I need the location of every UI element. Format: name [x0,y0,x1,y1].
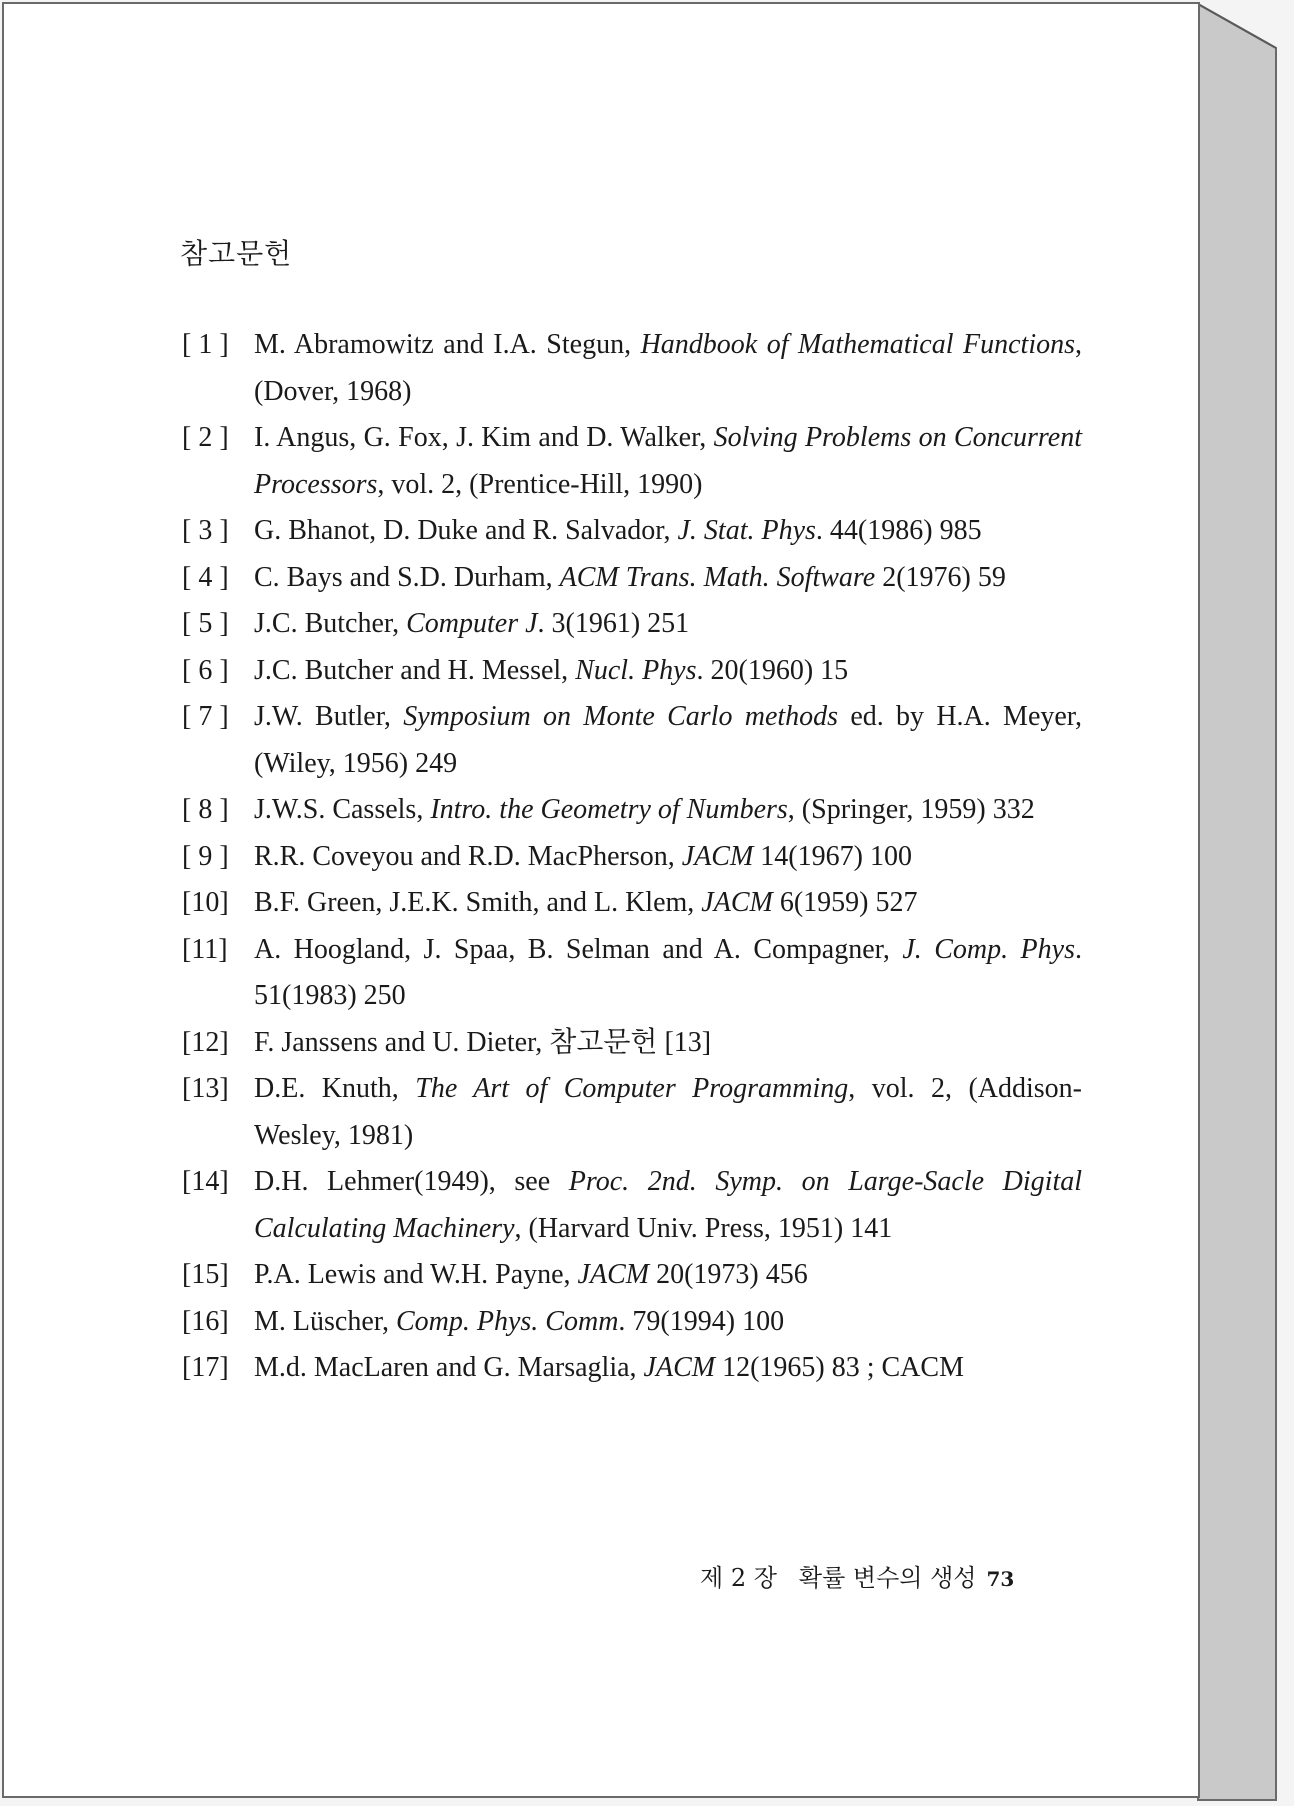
reference-number: [16] [182,1305,229,1337]
reference-detail: 20(1973) 456 [649,1259,808,1290]
reference-item [182,927,1082,1020]
reference-detail: 2(1976) 59 [875,561,1006,593]
reference-detail: , vol. 2, (Prentice-Hill, 1990) [377,468,703,500]
reference-title: JACM [701,887,773,918]
reference-title: ACM Trans. Math. Software [559,561,876,593]
reference-item [182,1345,1082,1392]
reference-detail: J.W. Butler, [254,701,404,732]
reference-detail: . 3(1961) 251 [537,608,690,639]
reference-item [182,322,1082,415]
reference-detail: M.d. MacLaren and G. Marsaglia, [254,1352,644,1383]
reference-detail: A. Hoogland, J. Spaa, B. Selman and A. Compagner, [254,933,903,965]
reference-number: [ 5 ] [182,608,229,639]
reference-text [254,1252,1082,1299]
reference-text [254,787,1082,834]
reference-text [254,415,1082,508]
reference-detail: 6(1959) 527 [772,887,918,918]
reference-title: JACM [577,1259,650,1290]
reference-item [182,1066,1082,1159]
reference-detail: I. Angus, G. Fox, J. Kim and D. Walker, [254,422,714,453]
reference-number: [ 2 ] [182,422,229,453]
reference-title: Handbook of Mathematical Functions [640,329,1075,360]
reference-title: Computer J [406,608,538,639]
reference-text [254,1159,1082,1252]
reference-text [254,1020,1082,1067]
reference-item [182,648,1082,695]
reference-detail: 12(1965) 83 ; CACM [715,1352,964,1383]
reference-item [182,415,1082,508]
reference-item [182,694,1082,787]
reference-detail: D.E. Knuth, [254,1073,416,1104]
reference-number: [ 6 ] [182,654,229,686]
reference-detail: G. Bhanot, D. Duke and R. Salvador, [254,515,678,546]
reference-detail: . 20(1960) 15 [696,654,849,686]
reference-number: [ 3 ] [182,515,229,546]
reference-detail: , vol. 2, (Addison-Wesley, 1981) [254,1073,1082,1151]
reference-detail: ed. by H.A. Meyer, (Wiley, 1956) 249 [254,701,1082,779]
reference-number: [10] [182,887,229,918]
reference-title: Intro. the Geometry of Numbers [430,794,788,825]
reference-item [182,1020,1082,1067]
reference-detail: F. Janssens and U. Dieter, 참고문헌 [13] [254,1026,712,1058]
reference-detail: . 51(1983) 250 [254,933,1082,1011]
reference-title: The Art of Computer Programming [415,1073,849,1104]
reference-text [254,694,1082,787]
reference-item [182,1299,1082,1346]
reference-text [254,880,1082,927]
page-footer [700,1558,1014,1593]
reference-number: [15] [182,1259,229,1290]
reference-number: [ 1 ] [182,329,229,360]
reference-title: JACM [643,1352,716,1383]
reference-text [254,601,1082,648]
reference-number: [12] [182,1026,229,1058]
reference-number: [13] [182,1073,229,1104]
reference-item [182,787,1082,834]
reference-text [254,1066,1082,1159]
reference-text [254,508,1082,555]
reference-list [182,322,1082,1392]
reference-item [182,555,1082,602]
reference-detail: R.R. Coveyou and R.D. MacPherson, [254,840,682,872]
reference-item [182,1159,1082,1252]
reference-number: [ 4 ] [182,561,229,593]
page-number: 73 [986,1567,1015,1591]
reference-title: Comp. Phys. Comm [395,1305,619,1337]
reference-detail: B.F. Green, J.E.K. Smith, and L. Klem, [254,887,702,918]
reference-detail: . 44(1986) 985 [815,515,982,546]
reference-number: [ 9 ] [182,840,229,872]
reference-number: [17] [182,1352,229,1383]
reference-number: [14] [182,1166,229,1197]
reference-detail: , (Harvard Univ. Press, 1951) 141 [514,1212,893,1244]
reference-number: [ 8 ] [182,794,229,825]
reference-number: [11] [182,933,228,965]
chapter-label: 제 2 장 [700,1564,777,1592]
reference-detail: . 79(1994) 100 [618,1305,785,1337]
reference-title: Proc. 2nd. Symp. on Large-Sacle Digital Calculating Machinery [254,1166,1082,1244]
reference-item [182,880,1082,927]
section-heading: 참고문헌 [180,237,293,270]
reference-number: [ 7 ] [182,701,229,732]
reference-detail: J.C. Butcher and H. Messel, [254,654,576,686]
reference-detail: D.H. Lehmer(1949), see [254,1166,569,1197]
reference-detail: M. Lüscher, [254,1305,396,1337]
reference-item [182,1252,1082,1299]
reference-detail: P.A. Lewis and W.H. Payne, [254,1259,578,1290]
reference-title: Nucl. Phys [575,654,697,686]
reference-detail: C. Bays and S.D. Durham, [254,561,560,593]
reference-detail: , (Springer, 1959) 332 [787,794,1035,825]
reference-text [254,1345,1082,1392]
reference-text [254,322,1082,415]
reference-text [254,648,1082,695]
reference-title: J. Stat. Phys [677,515,816,546]
reference-detail: J.W.S. Cassels, [254,794,431,825]
reference-title: Solving Problems on Concurrent Processors [254,422,1082,500]
reference-detail: , (Dover, 1968) [254,329,1082,407]
reference-detail: 14(1967) 100 [753,840,912,872]
reference-item [182,601,1082,648]
chapter-title: 확률 변수의 생성 [798,1564,977,1592]
reference-text [254,927,1082,1020]
reference-detail: J.C. Butcher, [254,608,407,639]
reference-title: JACM [681,840,754,872]
reference-detail: M. Abramowitz and I.A. Stegun, [254,329,641,360]
reference-text [254,555,1082,602]
reference-title: J. Comp. Phys [902,933,1075,965]
reference-title: Symposium on Monte Carlo methods [403,701,839,732]
reference-text [254,1299,1082,1346]
reference-item [182,508,1082,555]
reference-item [182,834,1082,881]
reference-text [254,834,1082,881]
